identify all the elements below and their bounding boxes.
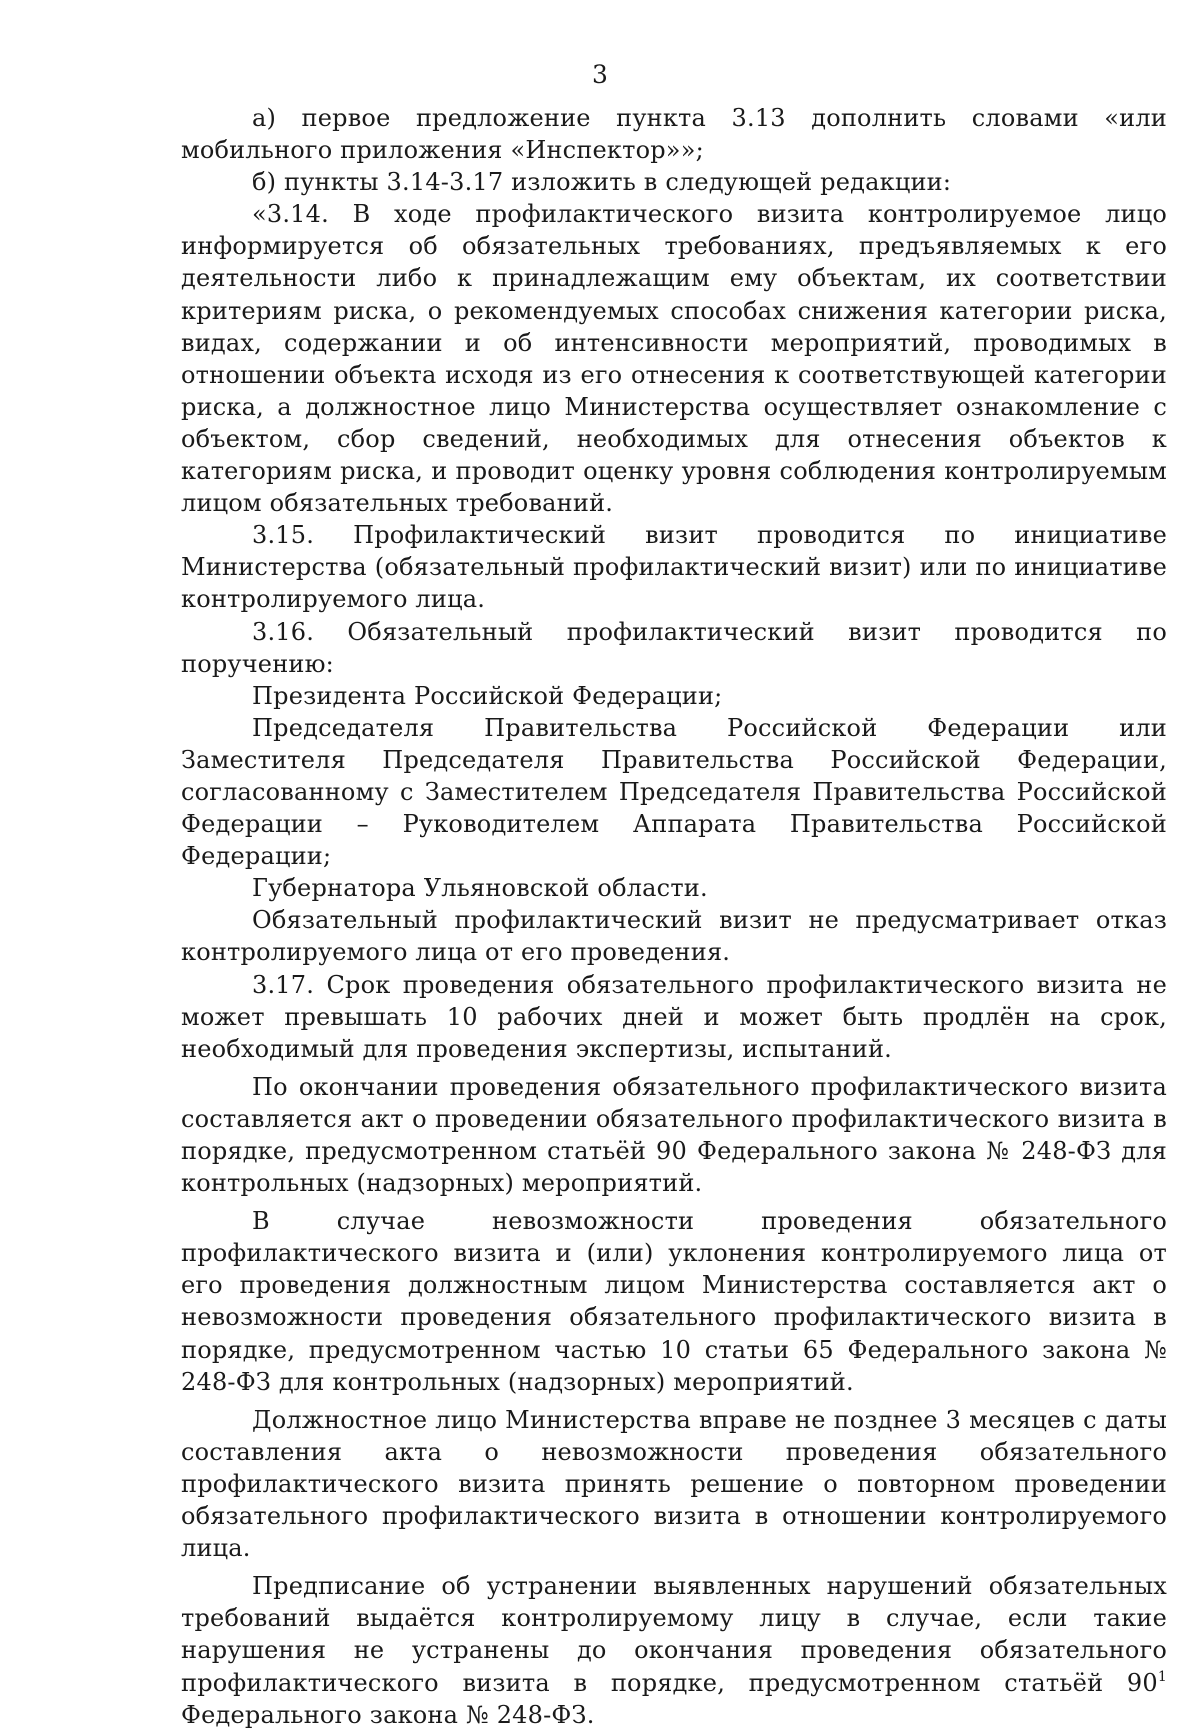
paragraph-3-17: 3.17. Срок проведения обязательного профилактического визита не может превышать 10 рабочих дней и может быть продлён на срок, необходимый для проведения экспертизы, испытаний. <box>181 970 1167 1063</box>
list-item-president: Президента Российской Федерации; <box>252 681 723 710</box>
paragraph-3-14: «3.14. В ходе профилактического визита контролируемое лицо информируется об обязательных требованиях, предъявляемых к его деятельности либо к принадлежащим ему объектам, их соответствии критериям риска, о рекомендуемых способах снижения категории риска, видах, содержании и об интенсивности мероприятий, проводимых в отношении объекта исходя из его отнесения к соответствующей категории риска, а должностное лицо Министерства осуществляет ознакомление с объектом, сбор сведений, необходимых для отнесения объектов к категориям риска, и проводит оценку уровня соблюдения контролируемым лицом обязательных требований. <box>181 200 1167 518</box>
paragraph-amendment-b: б) пункты 3.14-3.17 изложить в следующей редакции: <box>252 168 952 197</box>
paragraph-3-15: 3.15. Профилактический визит проводится по инициативе Министерства (обязательный профилактический визит) или по инициативе контролируемого лица. <box>181 521 1167 614</box>
article-superscript: 1 <box>1157 1668 1167 1685</box>
list-item-chairman: Председателя Правительства Российской Федерации или Заместителя Председателя Правительства Российской Федерации, согласованному с Заместителем Председателя Правительства Российской Федерации – Руководителем Аппарата Правительства Российской Федерации; <box>181 713 1167 871</box>
prescription-text-end: Федерального закона № 248-ФЗ. <box>181 1700 595 1729</box>
document-body <box>181 102 1167 1731</box>
page-number: 3 <box>591 60 609 89</box>
paragraph-3-16: 3.16. Обязательный профилактический визит проводится по поручению: <box>181 617 1167 678</box>
paragraph-amendment-a: а) первое предложение пункта 3.13 дополнить словами «или мобильного приложения «Инспектор»»; <box>181 104 1167 165</box>
paragraph-impossibility: В случае невозможности проведения обязательного профилактического визита и (или) уклонения контролируемого лица от его проведения должностным лицом Министерства составляется акт о невозможности проведения обязательного профилактического визита в порядке, предусмотренном частью 10 статьи 65 Федерального закона № 248-ФЗ для контрольных (надзорных) мероприятий. <box>181 1207 1167 1396</box>
paragraph-no-refusal: Обязательный профилактический визит не предусматривает отказ контролируемого лица от его проведения. <box>181 906 1167 967</box>
paragraph-repeat-visit: Должностное лицо Министерства вправе не позднее 3 месяцев с даты составления акта о невозможности проведения обязательного профилактического визита принять решение о повторном проведении обязательного профилактического визита в отношении контролируемого лица. <box>181 1405 1167 1563</box>
paragraph-act-drawn-up: По окончании проведения обязательного профилактического визита составляется акт о проведении обязательного профилактического визита в порядке, предусмотренном статьёй 90 Федерального закона № 248-ФЗ для контрольных (надзорных) мероприятий. <box>181 1072 1167 1198</box>
prescription-text: Предписание об устранении выявленных нарушений обязательных требований выдаётся контролируемому лицу в случае, если такие нарушения не устранены до окончания проведения обязательного профилактического визита в порядке, предусмотренном статьёй 90 <box>181 1572 1167 1697</box>
list-item-governor: Губернатора Ульяновской области. <box>252 874 708 903</box>
paragraph-prescription <box>181 1570 1167 1730</box>
